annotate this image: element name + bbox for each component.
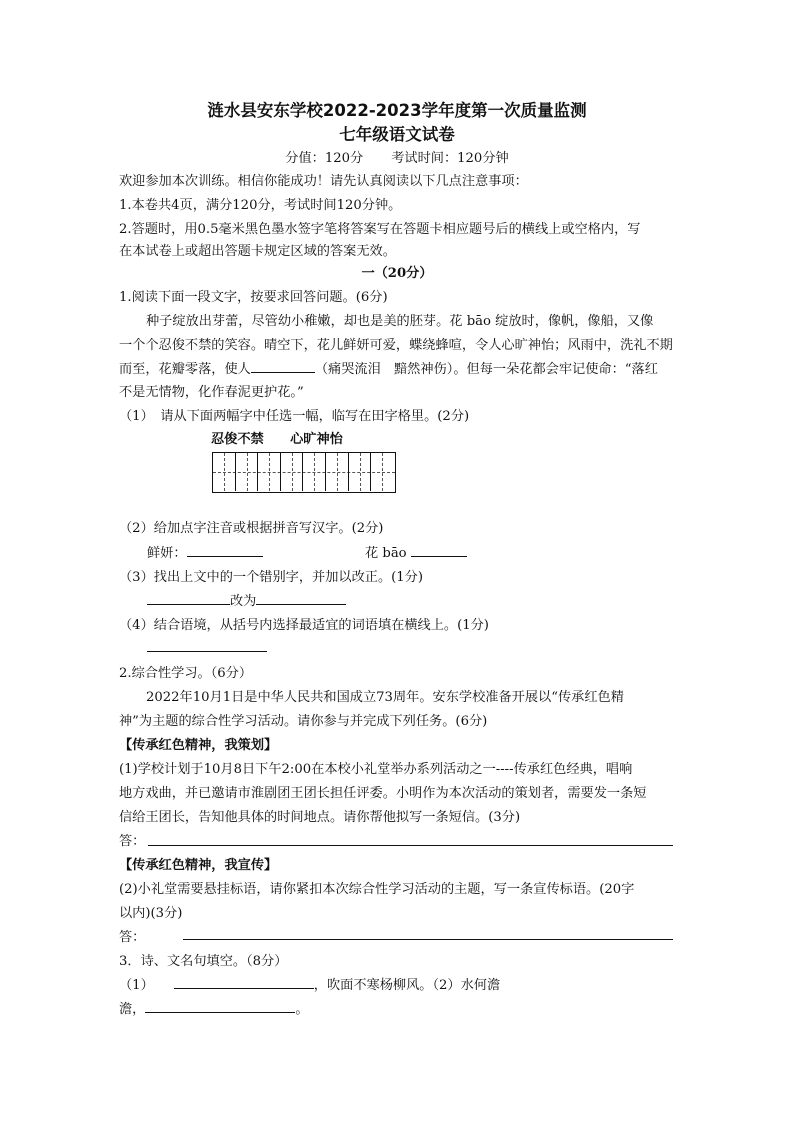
grid-cell[interactable]: [213, 453, 236, 491]
q1-sub4: （4）结合语境，从括号内选择最适宜的词语填在横线上。(1分): [119, 618, 489, 633]
time-info: 考试时间：120分钟: [391, 151, 509, 166]
q1-passage-line-4: 不是无情物，化作春泥更护花。”: [119, 385, 304, 400]
q3-text: 澹，: [119, 1002, 146, 1017]
q3-text: 。: [295, 1002, 309, 1017]
intro-note-1: 1.本卷共4页，满分120分，考试时间120分钟。: [119, 198, 402, 213]
task1-line-1: (1)学校计划于10月8日下午2:00在本校小礼堂举办系列活动之一----传承红色经典，唱响: [119, 762, 633, 777]
q1-sub3: （3）找出上文中的一个错别字，并加以改正。(1分): [119, 570, 424, 585]
grid-cell[interactable]: [349, 453, 372, 491]
q2-stem: 2.综合性学习。（6分）: [119, 666, 253, 681]
passage-blank[interactable]: [251, 359, 315, 373]
answer-label: 答：: [119, 930, 146, 945]
answer-blank[interactable]: [147, 591, 230, 605]
intro-note-2b: 在本试卷上或超出答题卡规定区域的答案无效。: [119, 244, 396, 259]
copy-words: 忍俊不禁 心旷神怡: [211, 432, 343, 447]
grid-cell[interactable]: [303, 453, 326, 491]
answer-label: 答：: [119, 834, 146, 849]
answer-blank[interactable]: [256, 591, 346, 605]
tianzi-grid[interactable]: [212, 452, 396, 493]
q1-sub2: （2）给加点字注音或根据拼音写汉字。(2分): [119, 521, 384, 536]
answer-line[interactable]: [148, 845, 673, 846]
task2-line-2: 以内)(3分): [119, 906, 183, 921]
q1-passage-line-1: 种子绽放出芽蕾，尽管幼小稚嫩，却也是美的胚芽。花 bāo 绽放时，像帆，像船，又像: [146, 314, 654, 329]
answer-blank[interactable]: [411, 543, 467, 557]
q3-line-1: [119, 974, 500, 993]
exam-subtitle: 七年级语文试卷: [339, 125, 455, 144]
grid-cell[interactable]: [326, 453, 349, 491]
q1-sub2-b: [365, 542, 467, 561]
task2-line-1: (2)小礼堂需要悬挂标语，请你紧扣本次综合性学习活动的主题，写一条宣传标语。(20字: [119, 882, 635, 897]
intro-welcome: 欢迎参加本次训练。相信你能成功！请先认真阅读以下几点注意事项：: [119, 174, 528, 189]
grid-cell[interactable]: [281, 453, 304, 491]
task1-line-3: 信给王团长，告知他具体的时间地点。请你帮他拟写一条短信。(3分): [119, 810, 521, 825]
passage-text: （痛哭流泪 黯然神伤）。但每一朵花都会牢记使命：“落红: [314, 362, 658, 377]
q3-text: ，吹面不寒杨柳风。（2）水何澹: [313, 978, 501, 993]
q3-line-2: [119, 998, 309, 1017]
passage-text: 而至，花瓣零落，使人: [119, 362, 251, 377]
score-info: 分值：120分: [285, 151, 364, 166]
q2-intro-line-2: 神”为主题的综合性学习活动。请你参与并完成下列任务。(6分): [119, 714, 488, 729]
q1-sub1: （1） 请从下面两幅字中任选一幅，临写在田字格里。(2分): [119, 409, 470, 424]
q1-stem: 1.阅读下面一段文字，按要求回答问题。(6分): [119, 290, 388, 305]
section-heading: 一（20分）: [361, 266, 433, 281]
q1-sub3-answer: [147, 590, 346, 609]
q1-sub2-a: [147, 542, 263, 561]
q1-passage-line-3: [119, 358, 658, 377]
task2-title: 【传承红色精神，我宣传】: [119, 858, 278, 873]
answer-line[interactable]: [183, 939, 673, 940]
exam-meta: [0, 147, 794, 166]
grid-cell[interactable]: [371, 453, 394, 491]
q1-passage-line-2: 一个个忍俊不禁的笑容。晴空下，花儿鲜妍可爱，蝶绕蜂喧，令人心旷神怡；风雨中，洗礼不期: [119, 338, 673, 353]
answer-blank[interactable]: [145, 999, 295, 1013]
change-label: 改为: [230, 594, 257, 609]
answer-blank[interactable]: [174, 975, 314, 989]
answer-line[interactable]: [147, 651, 267, 652]
q3-stem: 3．诗、文名句填空。（8分）: [119, 954, 288, 969]
sub2-b-label: 花 bāo: [365, 546, 407, 561]
sub2-a-label: 鲜妍：: [147, 546, 187, 561]
answer-blank[interactable]: [187, 543, 263, 557]
q3-item-1: （1）: [119, 978, 154, 993]
grid-cell[interactable]: [258, 453, 281, 491]
task1-title: 【传承红色精神，我策划】: [119, 738, 278, 753]
exam-title: 涟水县安东学校2022-2023学年度第一次质量监测: [207, 101, 587, 120]
q2-intro-line-1: 2022年10月1日是中华人民共和国成立73周年。安东学校准备开展以“传承红色精: [146, 690, 624, 705]
intro-note-2a: 2.答题时，用0.5毫米黑色墨水签字笔将答案写在答题卡相应题号后的横线上或空格内，写: [119, 222, 641, 237]
task1-line-2: 地方戏曲，并已邀请市淮剧团王团长担任评委。小明作为本次活动的策划者，需要发一条短: [119, 786, 647, 801]
grid-cell[interactable]: [236, 453, 259, 491]
